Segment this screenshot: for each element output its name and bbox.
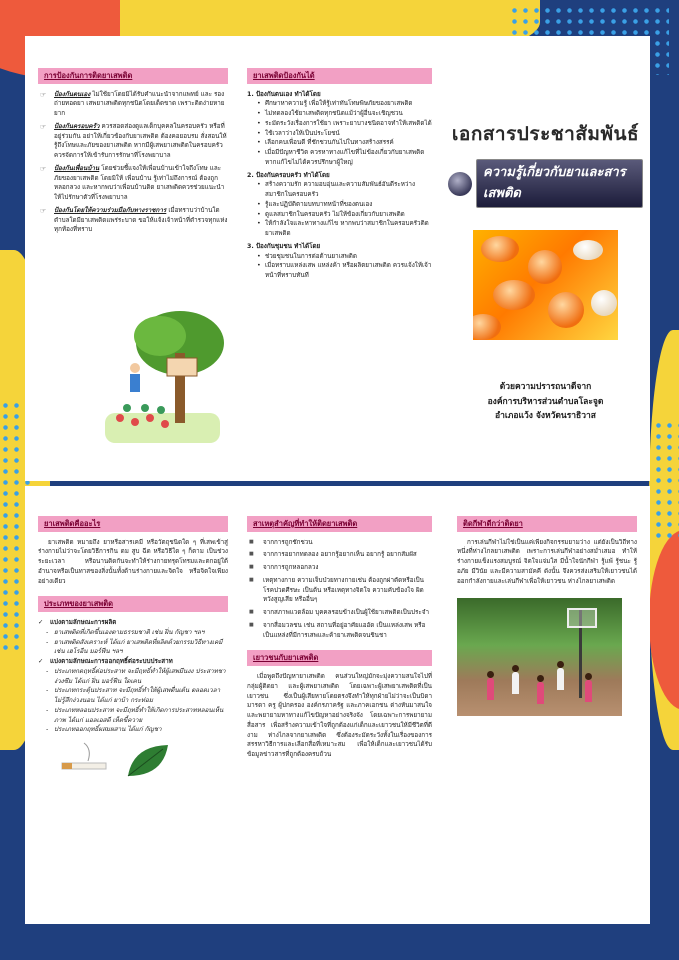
prevention-item-text: ควรสอดส่องดูแลเด็กบุคคลในครอบครัว หรือที่อยู่ร่วมกัน อย่าให้เกี่ยวข้องกับยาเสพติด ต้องคอยอบรม สั่งสอนให้รู้ถึงโทษและภัยของยาเสพติด หากมีผู้เสพยาเสพติดในครอบครัวควรจัดการให้เข้ารับการรักษาที่โรงพยาบาล [54, 122, 227, 160]
cause-item [247, 608, 432, 618]
prevent-group-item: • เมื่อทราบแหล่งเสพ แหล่งค้า หรือผลิตยาเสพติด ควรแจ้งให้เจ้าหน้าที่ทราบทันที [247, 261, 432, 281]
drug-type-group-title: ✓ แบ่งตามลักษณะการผลิต [38, 618, 228, 628]
how-to-prevent-heading: ยาเสพติดป้องกันได้ [247, 68, 432, 84]
causes-heading: สาเหตุสำคัญที่ทำให้ติดยาเสพติด [247, 516, 432, 532]
drug-plants-illustration [38, 741, 228, 781]
cause-item-text: จากสภาพแวดล้อม บุคคลรอบข้างเป็นผู้ใช้ยาเสพติดเป็นประจำ [263, 609, 430, 617]
prevent-group-item: • ให้กำลังใจและหาทางแก้ไข หากพบว่าสมาชิกในครอบครัวติดยาเสพติด [247, 219, 432, 239]
prevention-item-text: เมื่อทราบว่าบ้านใด ตำบลใดมียาเสพติดแพร่ระบาด ขอให้แจ้งเจ้าหน้าที่ตำรวจทุกแห่งทุกท้องที่ทราบ [54, 206, 228, 234]
leaf-icon [123, 741, 173, 781]
square-bullet-icon: ■ [249, 538, 254, 545]
prevention-item-title: ป้องกันครอบครัว [54, 122, 100, 130]
prevent-group-item: • ช่วยชุมชนในการต่อต้านยาเสพติด [247, 252, 432, 262]
prevent-group-item: • ไม่ทดลองใช้ยาเสพติดทุกชนิดแม้ว่าผู้อื่นจะเชิญชวน [247, 109, 432, 119]
drug-type-item: - ประเภทกระตุ้นประสาท จะมีฤทธิ์ทำให้ผู้เสพตื่นเต้น ตลอดเวลา ไม่รู้สึกง่วงนอน ได้แก่ ยาบ้า กระท่อม [38, 686, 228, 706]
prevent-group-item: • ใช้เวลาว่างให้เป็นประโยชน์ [247, 129, 432, 139]
cover-sponsor-line: ด้วยความปรารถนาดีจาก [499, 381, 592, 392]
prevent-group-item: • รู้และปฏิบัติตามบทบาทหน้าที่ของตนเอง [247, 200, 432, 210]
cause-item-text: จากการอยากทดลอง อยากรู้อยากเห็น อยากรู้ อยากสัมผัส [263, 551, 417, 559]
cause-item-text: จากการถูกชักชวน [263, 538, 313, 546]
prevention-item-title: ป้องกันตนเอง [54, 90, 91, 98]
square-bullet-icon: ■ [249, 609, 254, 616]
causes-list [247, 538, 432, 641]
what-is-drug-heading: ยาเสพติดคืออะไร [38, 516, 228, 532]
decor-dots [653, 420, 679, 540]
hand-pointer-icon: ☞ [40, 164, 47, 173]
prevention-item-title: ป้องกันโดยให้ความร่วมมือกับทางราชการ [54, 206, 167, 214]
prevent-group-item: • ระมัดระวังเรื่องการใช้ยา เพราะยาบางชนิดอาจทำให้เสพติดได้ [247, 119, 432, 129]
cover-sponsor-line: องค์การบริหารส่วนตำบลโละจูด [487, 396, 604, 407]
prevention-item [38, 122, 228, 161]
cover-banner-text: ความรู้เกี่ยวกับยาและสารเสพติด [476, 159, 643, 207]
sports-heading: ติดกีฬาดีกว่าติดยา [457, 516, 637, 532]
drug-type-item: - ประเภทออกฤทธิ์ผสมผสาน ได้แก่ กัญชา [38, 725, 228, 735]
prevention-item [38, 90, 228, 119]
drug-types-heading: ประเภทของยาเสพติด [38, 596, 228, 612]
brochure-inside-panel [25, 486, 650, 924]
cover-title: เอกสารประชาสัมพันธ์ [451, 123, 640, 145]
prevent-group-item: • ดูแลสมาชิกในครอบครัว ไม่ให้ข้องเกี่ยวกับยาเสพติด [247, 210, 432, 220]
cover-sponsor-line: อำเภอแว้ง จังหวัดนราธิวาส [495, 411, 596, 422]
prevention-item [38, 206, 228, 235]
drug-type-item: - ยาเสพติดที่เกิดขึ้นเองตามธรรมชาติ เช่น ฝิ่น กัญชา ฯลฯ [38, 628, 228, 638]
sports-column [457, 486, 637, 924]
cover-column [448, 36, 643, 481]
square-bullet-icon: ■ [249, 551, 254, 558]
cigarette-icon [58, 741, 113, 781]
square-bullet-icon: ■ [249, 564, 254, 571]
pills-photo [473, 230, 618, 340]
prevention-item-text: โดยช่วยชี้แจงให้เพื่อนบ้านเข้าใจถึงโทษ และภัยของยาเสพติด โดยมิให้ เพื่อนบ้าน รู้เท่าไม่ถึงการณ์ ต้องถูกหลอกลวง และหากพบว่าเพื่อนบ้านติด ยาเสพติดควรช่วยแนะนำให้ไปรักษาตัวที่โรงพยาบาล [54, 164, 225, 202]
cover-banner [448, 159, 643, 207]
square-bullet-icon: ■ [249, 576, 254, 583]
prevent-group-item: • เลือกคบเพื่อนดี ที่ชักชวนกันไปในทางสร้างสรรค์ [247, 138, 432, 148]
cover-sponsor [448, 380, 643, 425]
sports-text: การเล่นกีฬาไม่ใช่เป็นแค่เพียงกิจกรรมยามว่าง แต่ยังเป็นวิถีทางหนึ่งที่ห่างไกลยาเสพติด เพราะการเล่นกีฬาอย่างสม่ำเสมอ ทำให้ร่างกายแข็งแรงสมบูรณ์ จิตใจแจ่มใส มีน้ำใจนักกีฬา รู้แพ้ รู้ชนะ รู้อภัย มีวินัย และมีความสามัคคี ดังนั้น จึงควรส่งเสริมให้เยาวชนได้ออกกำลังกายและเล่นกีฬาเพื่อให้เยาวชน ห่างไกลยาเสพติด [457, 538, 637, 585]
prevention-item-text: ไม่ใช้ยาโดยมิได้รับคำแนะนำจากแพทย์ และ รองถ่ายทอดยา เสพยาเสพติดทุกชนิดโดยเด็ดขาด เพราะติดง่ายหายยาก [54, 90, 225, 118]
prevent-group-item: • สร้างความรัก ความอบอุ่นและความสัมพันธ์อันดีระหว่างสมาชิกในครอบครัว [247, 180, 432, 200]
hand-pointer-icon: ☞ [40, 90, 47, 99]
cause-item-text: จากสื่อมวลชน เช่น สถานที่อยู่อาศัยแออัด เป็นแหล่งเสพ หรือเป็นแหล่งที่มีการเสพและค้ายาเสพติดจนชินชา [263, 621, 426, 639]
prevent-group-title: 3. ป้องกันชุมชน ทำได้โดย [247, 242, 321, 250]
prevent-group-item: • ศึกษาหาความรู้ เพื่อให้รู้เท่าทันโทษพิษภัยของยาเสพติด [247, 99, 432, 109]
what-is-drug-text: ยาเสพติด หมายถึง ยาหรือสารเคมี หรือวัตถุชนิดใด ๆ ที่เสพเข้าสู่ร่างกายไม่ว่าจะโดยวิธีการกิน ดม สูบ ฉีด หรือวิธีใด ๆ ก็ตาม เป็นช่วงระยะเวลา หรือนานติดกันจะทำให้ร่างกายทรุดโทรมและตกอยู่ใต้อำนาจหรือเป็นทาสของสิ่งนั้นทั้งด้านร่างกายและจิตใจ หรือจิตใจเพียงอย่างเดียว [38, 538, 228, 585]
drug-types-list [38, 618, 228, 735]
brochure-outside-panel [25, 36, 650, 481]
drug-type-group-title: ✓ แบ่งตามลักษณะการออกฤทธิ์ต่อระบบประสาท [38, 657, 228, 667]
cause-item-text: เหตุทางกาย ความเจ็บป่วยทางกายเช่น ต้องถูกผ่าตัดหรือเป็นโรคปวดศีรษะ เป็นต้น หรือเหตุทางจิตใจ ความคับข้องใจ ผิดหวังสูญเสีย หรืออื่นๆ [263, 576, 424, 604]
how-to-prevent-column [247, 36, 432, 481]
cause-item [247, 576, 432, 605]
drug-type-item: - ประเภทกดฤทธิ์ต่อประสาท จะมีฤทธิ์ทำให้ผู้เสพมึนงง ประสาทชา ง่วงซึม ได้แก่ ฝิ่น มอร์ฟีน ใดเคน [38, 667, 228, 687]
hand-pointer-icon: ☞ [40, 206, 47, 215]
basketball-photo [457, 598, 622, 716]
prevention-item-title: ป้องกันเพื่อนบ้าน [54, 164, 100, 172]
teenagers-heading: เยาวชนกับยาเสพติด [247, 650, 432, 666]
cause-item [247, 538, 432, 548]
prevent-group-title: 1. ป้องกันตนเอง ทำได้โดย [247, 90, 321, 98]
drug-type-item: - ประเภทหลอนประสาท จะมีฤทธิ์ทำให้เกิดการประสาทหลอนเห็นภาพ ได้แก่ แอลเอสดี เห็ดขี้ควาย [38, 706, 228, 726]
square-bullet-icon: ■ [249, 621, 254, 628]
causes-column [247, 486, 432, 924]
drug-type-item: - ยาเสพติดสังเคราะห์ ได้แก่ ยาเสพติดที่ผลิตด้วยกรรมวิธีทางเคมี เช่น เฮโรอีน มอร์ฟีน ฯลฯ [38, 638, 228, 658]
prevent-groups [247, 90, 432, 281]
disc-icon [448, 172, 472, 196]
cause-item [247, 621, 432, 641]
prevent-group-item: • เมื่อมีปัญหาชีวิต ควรหาทางแก้ไขที่ไม่ข้องเกี่ยวกับยาเสพติด หากแก้ไขไม่ได้ควรปรึกษาผู้ใหญ่ [247, 148, 432, 168]
teenagers-text: เมื่อพูดถึงปัญหายาเสพติด คนส่วนใหญ่มักจะมุ่งความสนใจไปที่กลุ่มผู้ติดยา และผู้เสพยาเสพติด โดยเฉพาะผู้เสพยาเสพติดที่เป็นเยาวชน ซึ่งเป็นผู้เสียหายโดยตรงจึงทำให้ทุกฝ่ายไม่ว่าจะเป็นบิดามารดา ครู ผู้ปกครอง องค์กรภาครัฐ และภาคเอกชน ต่างหันมาสนใจ และพยายามหาทางแก้ไขปัญหาอย่างจริงจัง โดยเฉพาะการพยายามสื่อสาร เพื่อสร้างความเข้าใจที่ถูกต้องแก่เด็กและเยาวชนให้มีชีวิตที่ดีงาม ห่างไกลจากยาเสพติด ซึ่งต้องระมัดระวังทั้งในเรื่องของการสรรหาวิธีการและเลือกสื่อที่เหมาะสม เพื่อให้เด็กและเยาวชนได้รับข้อมูลข่าวสารที่ถูกต้องครบถ้วน [247, 673, 432, 758]
prevention-item [38, 164, 228, 203]
tree-classroom-illustration [95, 308, 225, 448]
prevent-group-title: 2. ป้องกันครอบครัว ทำได้โดย [247, 171, 330, 179]
what-is-drug-column [38, 486, 228, 924]
prevention-list [38, 90, 228, 236]
hand-pointer-icon: ☞ [40, 122, 47, 131]
cause-item [247, 550, 432, 560]
prevention-heading: การป้องกันการติดยาเสพติด [38, 68, 228, 84]
cause-item [247, 563, 432, 573]
cause-item-text: จากการถูกหลอกลวง [263, 564, 319, 572]
